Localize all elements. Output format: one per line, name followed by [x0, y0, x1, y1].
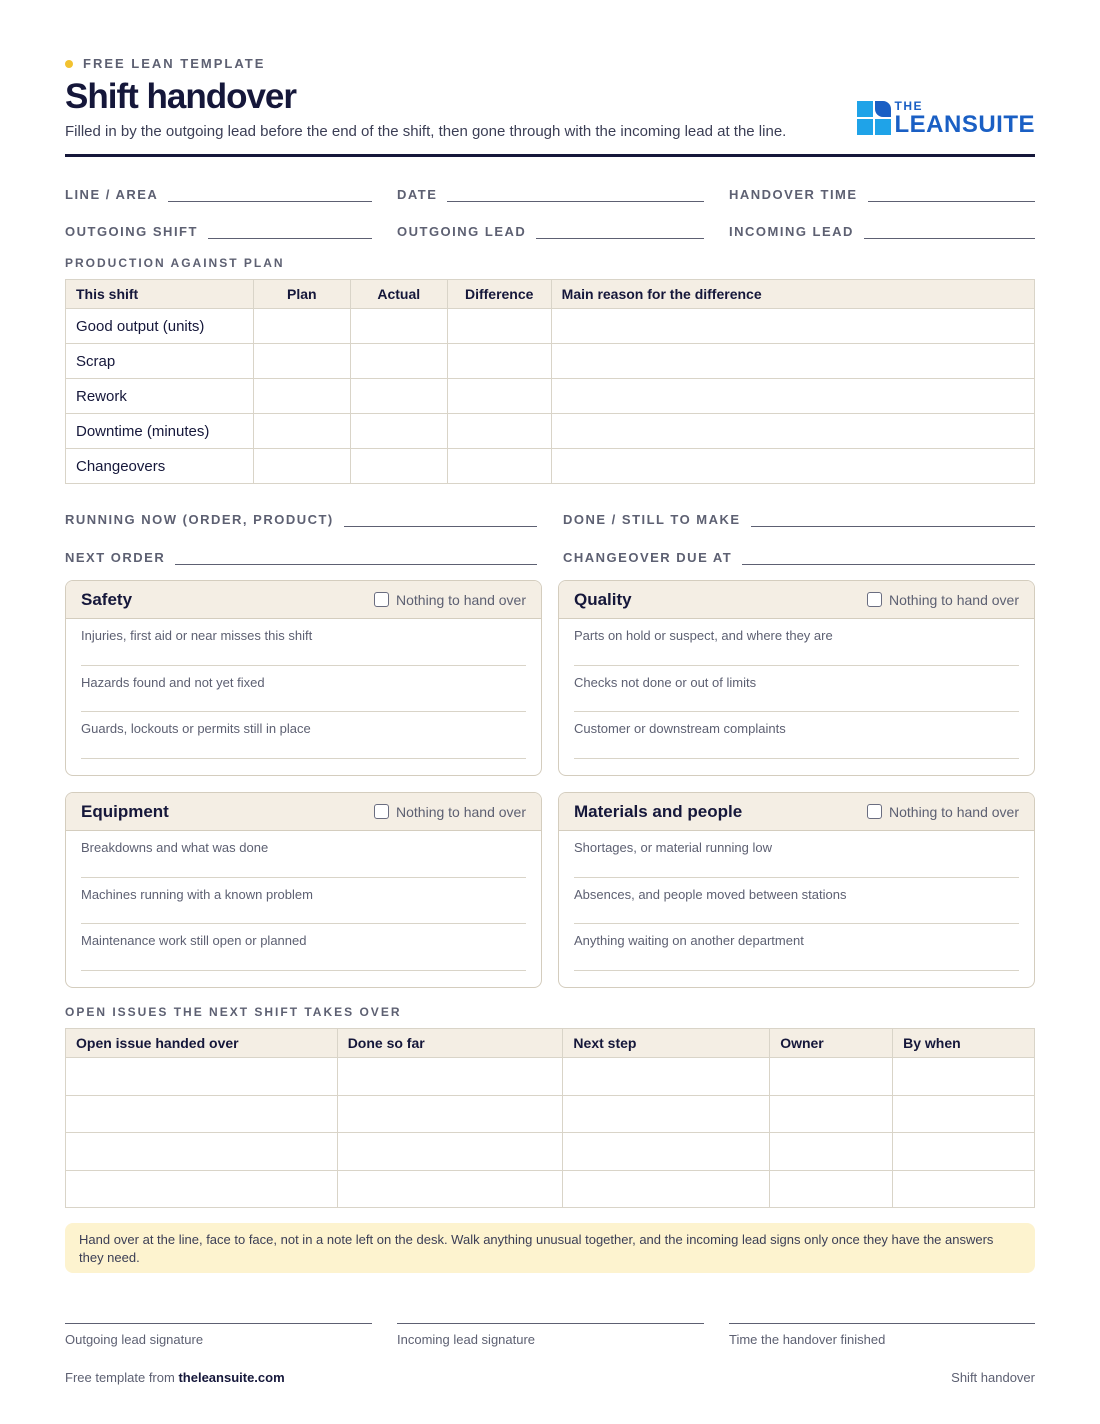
safety-title: Safety: [81, 589, 133, 609]
materials-card: [558, 792, 1035, 988]
table-row: [66, 449, 1035, 484]
safety-prompt[interactable]: Injuries, first aid or near misses this shift: [81, 619, 526, 666]
eyebrow: [65, 56, 265, 71]
nothing-label: Nothing to hand over: [396, 803, 526, 820]
reason-cell[interactable]: [551, 379, 1034, 414]
handover-time-input[interactable]: [868, 188, 1035, 202]
issue-cell[interactable]: [66, 1058, 338, 1096]
plan-cell[interactable]: [253, 449, 350, 484]
outgoing-lead-field[interactable]: [397, 219, 704, 239]
materials-prompt[interactable]: Shortages, or material running low: [574, 831, 1019, 878]
equipment-prompt[interactable]: Maintenance work still open or planned: [81, 924, 526, 971]
eyebrow-text: FREE LEAN TEMPLATE: [83, 56, 266, 71]
outgoing-lead-label: OUTGOING LEAD: [397, 224, 527, 239]
col-this-shift: This shift: [66, 280, 254, 309]
incoming-lead-input[interactable]: [864, 225, 1035, 239]
actual-cell[interactable]: [350, 449, 447, 484]
line-area-field[interactable]: [65, 182, 372, 202]
checkbox-icon[interactable]: [374, 592, 389, 607]
outgoing-shift-input[interactable]: [208, 225, 372, 239]
logo-name: LEANSUITE: [894, 111, 1035, 138]
quality-prompt[interactable]: Customer or downstream complaints: [574, 712, 1019, 759]
next-order-label: NEXT ORDER: [65, 550, 166, 565]
handover-time-field[interactable]: [729, 182, 1035, 202]
owner-cell[interactable]: [770, 1170, 893, 1208]
reason-cell[interactable]: [551, 414, 1034, 449]
plan-cell[interactable]: [253, 379, 350, 414]
done-still-field[interactable]: [563, 507, 1035, 527]
quality-prompt[interactable]: Parts on hold or suspect, and where they are: [574, 619, 1019, 666]
issues-section-label: OPEN ISSUES THE NEXT SHIFT TAKES OVER: [65, 1005, 402, 1019]
next-step-cell[interactable]: [563, 1133, 770, 1171]
equipment-nothing-checkbox[interactable]: [374, 804, 526, 820]
safety-prompt[interactable]: Hazards found and not yet fixed: [81, 666, 526, 713]
col-by-when: By when: [893, 1029, 1035, 1058]
reason-cell[interactable]: [551, 344, 1034, 379]
outgoing-lead-input[interactable]: [536, 225, 704, 239]
nothing-label: Nothing to hand over: [889, 591, 1019, 608]
equipment-prompt[interactable]: Breakdowns and what was done: [81, 831, 526, 878]
safety-prompt[interactable]: Guards, lockouts or permits still in place: [81, 712, 526, 759]
checkbox-icon[interactable]: [867, 592, 882, 607]
plan-cell[interactable]: [253, 344, 350, 379]
table-row: [66, 1095, 1035, 1133]
by-when-cell[interactable]: [893, 1170, 1035, 1208]
page: [65, 0, 1035, 1424]
page-subtitle: Filled in by the outgoing lead before the end of the shift, then gone through with the incoming lead at the line.: [65, 123, 787, 140]
quality-card: [558, 580, 1035, 776]
by-when-cell[interactable]: [893, 1133, 1035, 1171]
table-row: [66, 344, 1035, 379]
date-field[interactable]: [397, 182, 704, 202]
nothing-label: Nothing to hand over: [396, 591, 526, 608]
by-when-cell[interactable]: [893, 1058, 1035, 1096]
production-section-label: PRODUCTION AGAINST PLAN: [65, 256, 285, 270]
next-step-cell[interactable]: [563, 1058, 770, 1096]
difference-cell[interactable]: [447, 379, 551, 414]
difference-cell[interactable]: [447, 344, 551, 379]
row-label: Downtime (minutes): [66, 414, 254, 449]
footer-doc-name: Shift handover: [951, 1370, 1035, 1385]
handover-finished-time[interactable]: [729, 1323, 1035, 1347]
difference-cell[interactable]: [447, 309, 551, 344]
header-rule: [65, 154, 1035, 157]
checkbox-icon[interactable]: [374, 804, 389, 819]
done-cell[interactable]: [337, 1058, 563, 1096]
quality-title: Quality: [574, 589, 632, 609]
signature-line[interactable]: [729, 1323, 1035, 1324]
owner-cell[interactable]: [770, 1133, 893, 1171]
running-now-label: RUNNING NOW (ORDER, PRODUCT): [65, 512, 334, 527]
running-now-field[interactable]: [65, 507, 537, 527]
plan-cell[interactable]: [253, 309, 350, 344]
actual-cell[interactable]: [350, 379, 447, 414]
difference-cell[interactable]: [447, 414, 551, 449]
leansuite-logo: [857, 100, 1035, 137]
table-row: [66, 379, 1035, 414]
equipment-title: Equipment: [81, 801, 169, 821]
signature-line[interactable]: [65, 1323, 372, 1324]
footer-credit: [65, 1370, 285, 1385]
actual-cell[interactable]: [350, 344, 447, 379]
owner-cell[interactable]: [770, 1095, 893, 1133]
table-row: [66, 1058, 1035, 1096]
outgoing-shift-label: OUTGOING SHIFT: [65, 224, 198, 239]
col-plan: Plan: [253, 280, 350, 309]
col-done-so-far: Done so far: [337, 1029, 563, 1058]
safety-nothing-checkbox[interactable]: [374, 592, 526, 608]
col-difference: Difference: [447, 280, 551, 309]
checkbox-icon[interactable]: [867, 804, 882, 819]
quality-prompt[interactable]: Checks not done or out of limits: [574, 666, 1019, 713]
table-row: [66, 1170, 1035, 1208]
equipment-prompt[interactable]: Machines running with a known problem: [81, 878, 526, 925]
safety-card: [65, 580, 542, 776]
table-row: [66, 1133, 1035, 1171]
row-label: Scrap: [66, 344, 254, 379]
materials-nothing-checkbox[interactable]: [867, 804, 1019, 820]
incoming-signature[interactable]: [397, 1323, 704, 1347]
issue-cell[interactable]: [66, 1133, 338, 1171]
line-area-label: LINE / AREA: [65, 187, 159, 202]
date-input[interactable]: [447, 188, 704, 202]
reason-cell[interactable]: [551, 309, 1034, 344]
issues-table: [65, 1028, 1035, 1208]
incoming-lead-field[interactable]: [729, 219, 1035, 239]
nothing-label: Nothing to hand over: [889, 803, 1019, 820]
page-title: Shift handover: [65, 77, 297, 116]
signature-label: Incoming lead signature: [397, 1332, 536, 1347]
handover-note: Hand over at the line, face to face, not in a note left on the desk. Walk anything unusual together, and the incoming lead signs only once they have the answers they need.: [65, 1223, 1035, 1273]
logo-grid-icon: [857, 101, 891, 135]
table-row: [66, 414, 1035, 449]
next-step-cell[interactable]: [563, 1170, 770, 1208]
issues-header-row: [66, 1029, 1035, 1058]
reason-cell[interactable]: [551, 449, 1034, 484]
col-owner: Owner: [770, 1029, 893, 1058]
issue-cell[interactable]: [66, 1170, 338, 1208]
changeover-due-label: CHANGEOVER DUE AT: [563, 550, 733, 565]
handover-time-label: HANDOVER TIME: [729, 187, 858, 202]
signature-label: Time the handover finished: [729, 1332, 886, 1347]
production-table: [65, 279, 1035, 484]
materials-title: Materials and people: [574, 801, 743, 821]
running-now-input[interactable]: [344, 513, 537, 527]
plan-cell[interactable]: [253, 414, 350, 449]
next-step-cell[interactable]: [563, 1095, 770, 1133]
row-label: Good output (units): [66, 309, 254, 344]
done-still-label: DONE / STILL TO MAKE: [563, 512, 741, 527]
actual-cell[interactable]: [350, 309, 447, 344]
col-main-reason: Main reason for the difference: [551, 280, 1034, 309]
owner-cell[interactable]: [770, 1058, 893, 1096]
col-actual: Actual: [350, 280, 447, 309]
quality-nothing-checkbox[interactable]: [867, 592, 1019, 608]
col-next-step: Next step: [563, 1029, 770, 1058]
materials-prompt[interactable]: Anything waiting on another department: [574, 924, 1019, 971]
table-row: [66, 309, 1035, 344]
materials-prompt[interactable]: Absences, and people moved between stations: [574, 878, 1019, 925]
done-cell[interactable]: [337, 1133, 563, 1171]
changeover-due-field[interactable]: [563, 545, 1035, 565]
next-order-input[interactable]: [175, 551, 537, 565]
line-area-input[interactable]: [168, 188, 372, 202]
production-header-row: [66, 280, 1035, 309]
logo-the: THE: [894, 99, 923, 113]
yellow-dot-icon: [65, 60, 73, 68]
row-label: Changeovers: [66, 449, 254, 484]
footer-site-link[interactable]: theleansuite.com: [178, 1370, 285, 1385]
row-label: Rework: [66, 379, 254, 414]
issue-cell[interactable]: [66, 1095, 338, 1133]
signature-label: Outgoing lead signature: [65, 1332, 204, 1347]
next-order-field[interactable]: [65, 545, 537, 565]
changeover-due-input[interactable]: [742, 551, 1035, 565]
col-open-issue: Open issue handed over: [66, 1029, 338, 1058]
incoming-lead-label: INCOMING LEAD: [729, 224, 854, 239]
footer-prefix: Free template from: [65, 1370, 175, 1385]
signature-line[interactable]: [397, 1323, 704, 1324]
difference-cell[interactable]: [447, 449, 551, 484]
done-cell[interactable]: [337, 1095, 563, 1133]
outgoing-shift-field[interactable]: [65, 219, 372, 239]
actual-cell[interactable]: [350, 414, 447, 449]
done-still-input[interactable]: [751, 513, 1035, 527]
by-when-cell[interactable]: [893, 1095, 1035, 1133]
outgoing-signature[interactable]: [65, 1323, 372, 1347]
equipment-card: [65, 792, 542, 988]
date-label: DATE: [397, 187, 438, 202]
done-cell[interactable]: [337, 1170, 563, 1208]
